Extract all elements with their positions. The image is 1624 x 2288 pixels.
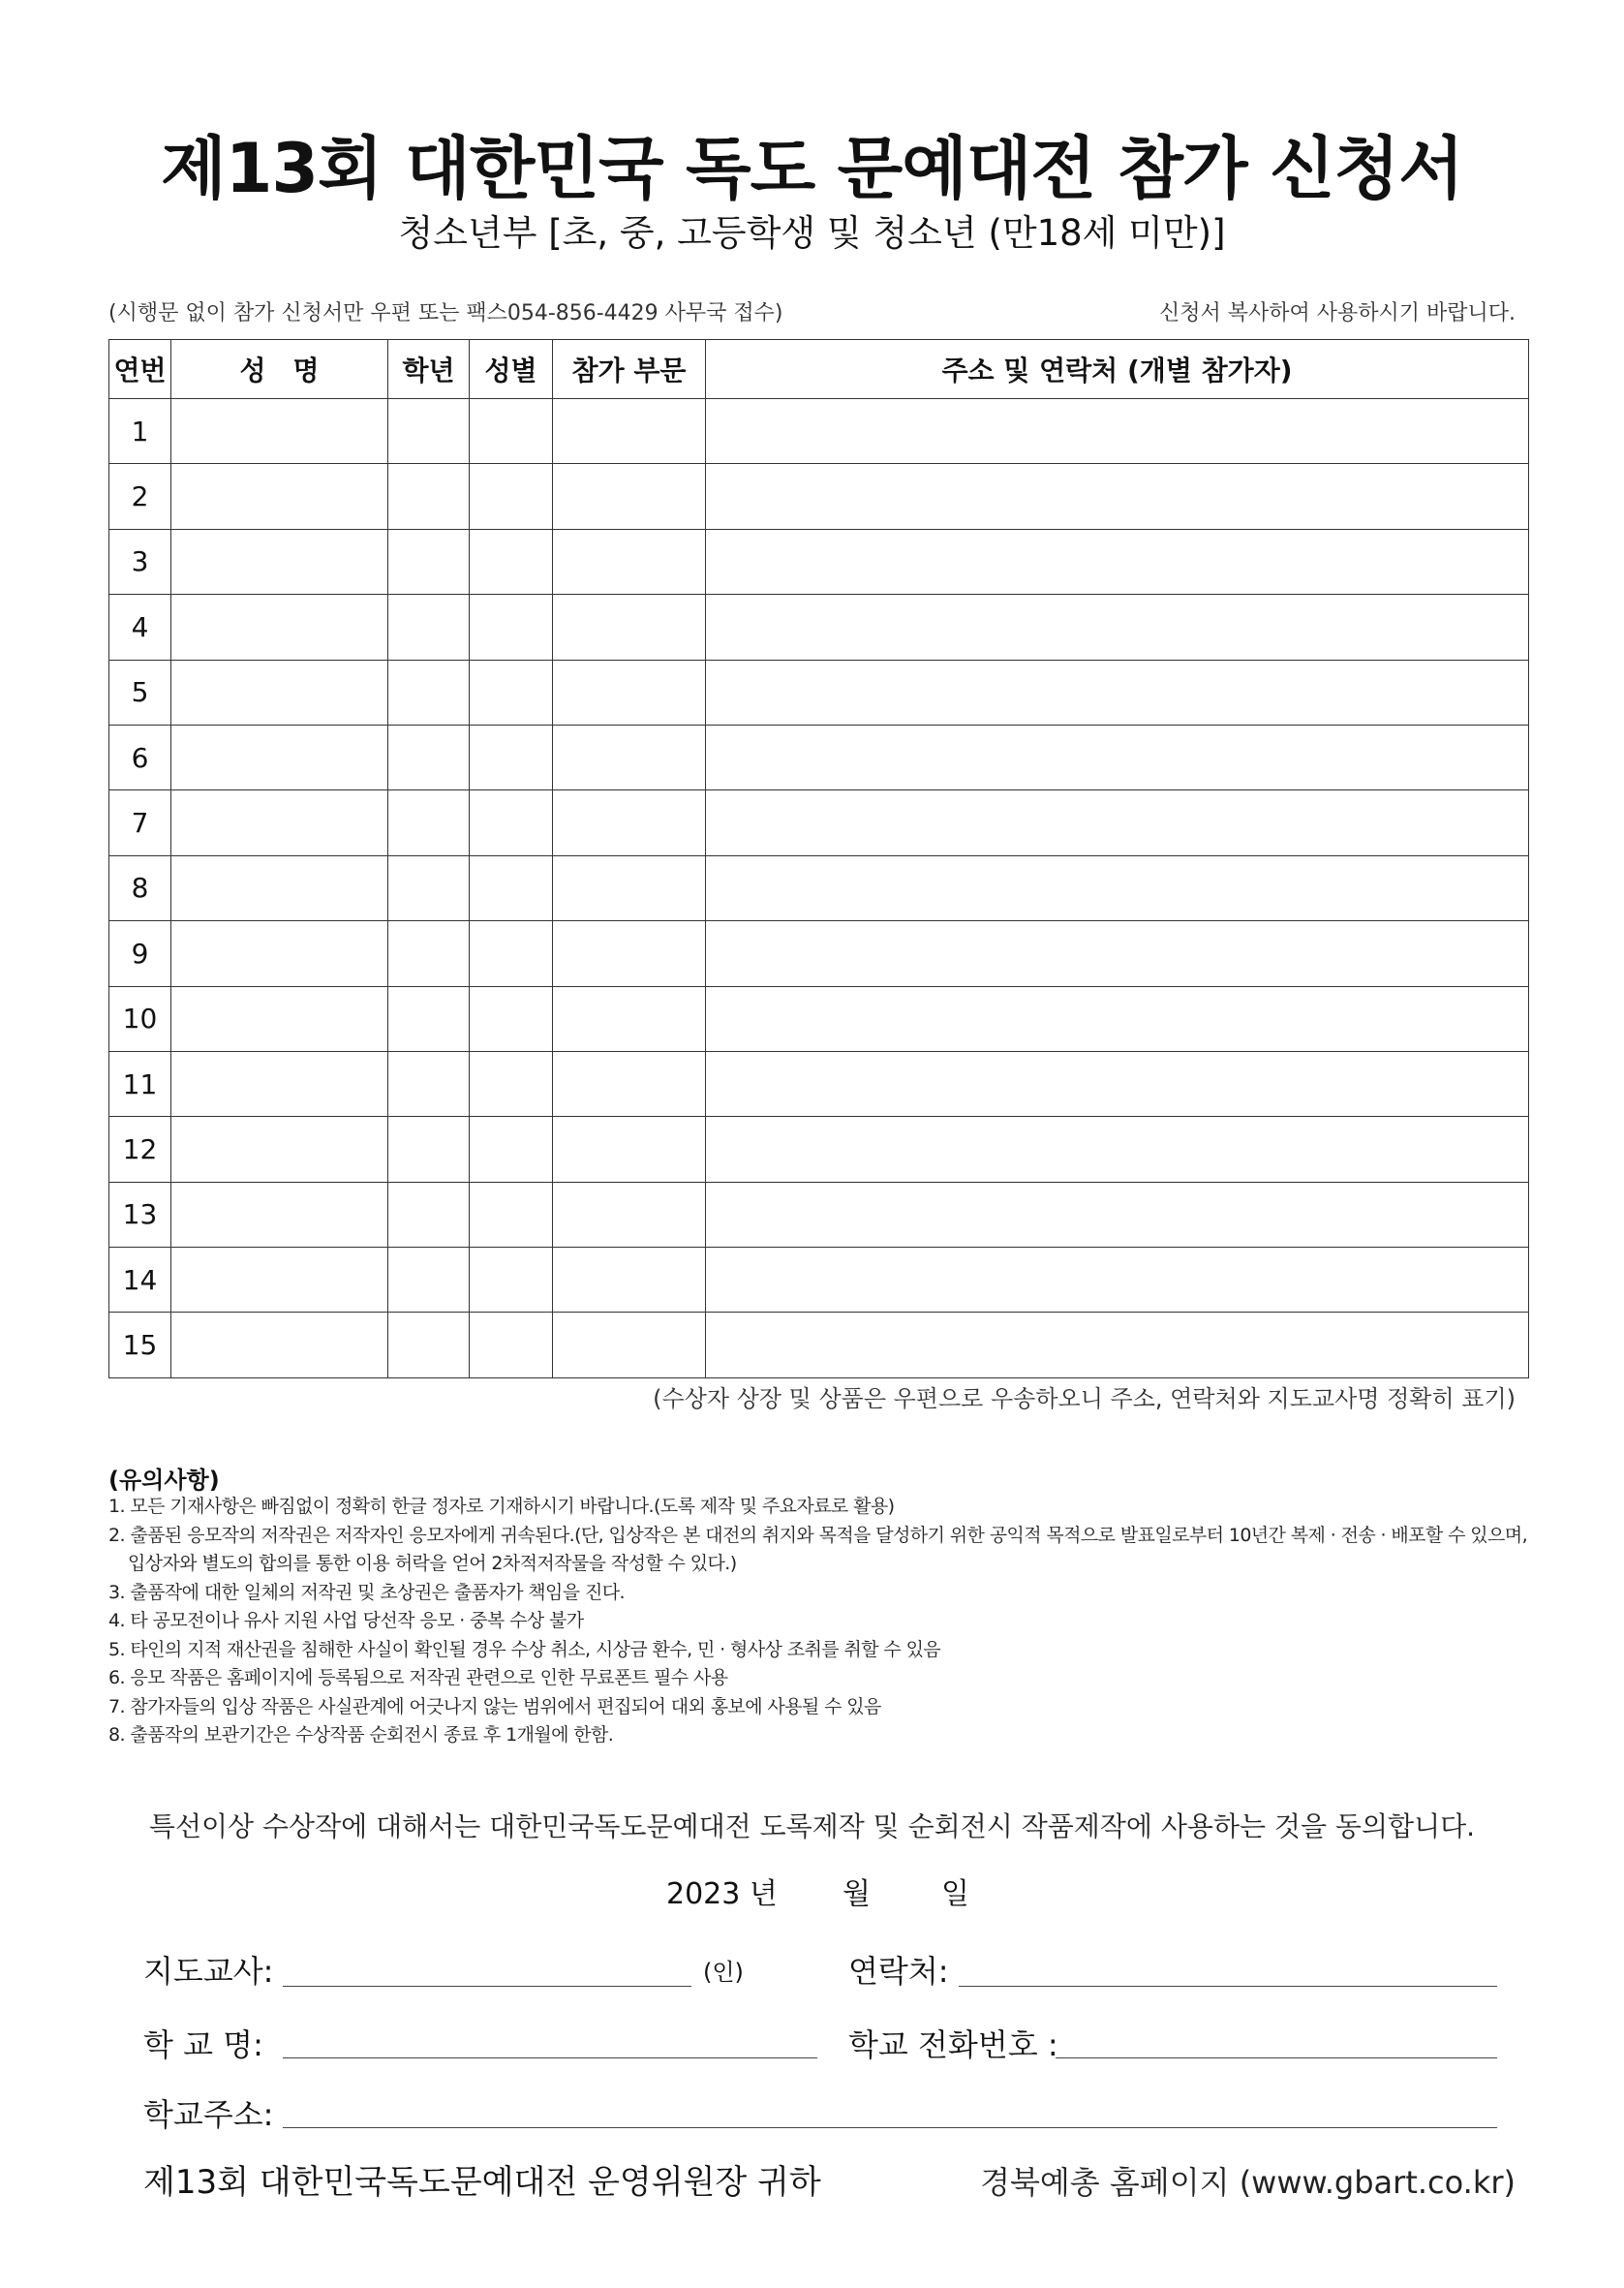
table-row xyxy=(109,725,1529,789)
row-number: 15 xyxy=(109,1313,171,1377)
grade-cell[interactable] xyxy=(388,1248,470,1313)
address-contact-cell[interactable] xyxy=(706,1182,1529,1247)
submission-note: (시행문 없이 참가 신청서만 우편 또는 팩스054-856-4429 사무국 접수) xyxy=(108,301,783,325)
school-phone-field[interactable] xyxy=(1056,2057,1497,2058)
address-contact-cell[interactable] xyxy=(706,986,1529,1051)
table-row xyxy=(109,986,1529,1051)
cautions-list xyxy=(108,1493,1532,1750)
school-name-field[interactable] xyxy=(283,2057,817,2058)
caution-item-continued: 입상자와 별도의 합의를 통한 이용 허락을 얻어 2차적저작물을 작성할 수 있다.) xyxy=(128,1553,737,1574)
caution-item: 7. 참가자들의 입상 작품은 사실관계에 어긋나지 않는 범위에서 편집되어 대외 홍보에 사용될 수 있음 xyxy=(108,1695,881,1717)
row-number: 11 xyxy=(109,1051,171,1116)
consent-statement: 특선이상 수상작에 대해서는 대한민국독도문예대전 도록제작 및 순회전시 작품제작에 사용하는 것을 동의합니다. xyxy=(148,1810,1476,1842)
grade-cell[interactable] xyxy=(388,921,470,986)
page-title: 제13회 대한민국 독도 문예대전 참가 신청서 xyxy=(161,129,1463,208)
gender-cell[interactable] xyxy=(470,595,553,660)
row-number: 1 xyxy=(109,399,171,464)
col-header-category: 참가 부문 xyxy=(553,340,706,399)
category-cell[interactable] xyxy=(553,660,706,725)
address-contact-cell[interactable] xyxy=(706,464,1529,529)
name-cell[interactable] xyxy=(171,1182,388,1247)
gender-cell[interactable] xyxy=(470,1182,553,1247)
row-number: 5 xyxy=(109,660,171,725)
category-cell[interactable] xyxy=(553,1117,706,1182)
name-cell[interactable] xyxy=(171,595,388,660)
table-row xyxy=(109,1182,1529,1247)
row-number: 13 xyxy=(109,1182,171,1247)
name-cell[interactable] xyxy=(171,660,388,725)
col-header-gender: 성별 xyxy=(470,340,553,399)
gender-cell[interactable] xyxy=(470,464,553,529)
grade-cell[interactable] xyxy=(388,660,470,725)
col-header-name: 성 명 xyxy=(171,340,388,399)
gender-cell[interactable] xyxy=(470,1051,553,1116)
grade-cell[interactable] xyxy=(388,529,470,594)
category-cell[interactable] xyxy=(553,921,706,986)
homepage-link[interactable]: 경북예총 홈페이지 (www.gbart.co.kr) xyxy=(980,2164,1516,2201)
table-row xyxy=(109,660,1529,725)
name-cell[interactable] xyxy=(171,529,388,594)
table-row xyxy=(109,464,1529,529)
category-cell[interactable] xyxy=(553,855,706,920)
address-contact-cell[interactable] xyxy=(706,1051,1529,1116)
gender-cell[interactable] xyxy=(470,1313,553,1377)
gender-cell[interactable] xyxy=(470,529,553,594)
grade-cell[interactable] xyxy=(388,855,470,920)
page-subtitle: 청소년부 [초, 중, 고등학생 및 청소년 (만18세 미만)] xyxy=(398,212,1226,254)
grade-cell[interactable] xyxy=(388,725,470,789)
copy-note: 신청서 복사하여 사용하시기 바랍니다. xyxy=(1158,301,1516,325)
category-cell[interactable] xyxy=(553,1248,706,1313)
name-cell[interactable] xyxy=(171,1313,388,1377)
category-cell[interactable] xyxy=(553,464,706,529)
school-phone-label: 학교 전화번호 : xyxy=(848,2026,1058,2063)
row-number: 9 xyxy=(109,921,171,986)
gender-cell[interactable] xyxy=(470,399,553,464)
name-cell[interactable] xyxy=(171,921,388,986)
caution-item: 6. 응모 작품은 홈페이지에 등록됨으로 저작권 관련으로 인한 무료폰트 필수 사용 xyxy=(108,1667,728,1688)
row-number: 3 xyxy=(109,529,171,594)
address-contact-cell[interactable] xyxy=(706,595,1529,660)
caution-item: 2. 출품된 응모작의 저작권은 저작자인 응모자에게 귀속된다.(단, 입상작은 본 대전의 취지와 목적을 달성하기 위한 공익적 목적으로 발표일로부터 10년간 복제 · 전송 · 배포할 수 있으며, xyxy=(108,1524,1528,1546)
row-number: 12 xyxy=(109,1117,171,1182)
caution-item: 3. 출품작에 대한 일체의 저작권 및 초상권은 출품자가 책임을 진다. xyxy=(108,1581,625,1603)
category-cell[interactable] xyxy=(553,725,706,789)
cautions-title: (유의사항) xyxy=(108,1467,220,1494)
gender-cell[interactable] xyxy=(470,855,553,920)
table-row xyxy=(109,1117,1529,1182)
table-row xyxy=(109,595,1529,660)
category-cell[interactable] xyxy=(553,529,706,594)
address-contact-cell[interactable] xyxy=(706,921,1529,986)
grade-cell[interactable] xyxy=(388,399,470,464)
row-number: 10 xyxy=(109,986,171,1051)
caution-item: 5. 타인의 지적 재산권을 침해한 사실이 확인될 경우 수상 취소, 시상금 환수, 민 · 형사상 조취를 취할 수 있음 xyxy=(108,1638,941,1660)
address-contact-cell[interactable] xyxy=(706,1248,1529,1313)
address-contact-cell[interactable] xyxy=(706,725,1529,789)
grade-cell[interactable] xyxy=(388,1117,470,1182)
table-row xyxy=(109,1313,1529,1377)
row-number: 14 xyxy=(109,1248,171,1313)
gender-cell[interactable] xyxy=(470,986,553,1051)
address-contact-cell[interactable] xyxy=(706,399,1529,464)
col-header-address-contact: 주소 및 연락처 (개별 참가자) xyxy=(706,340,1529,399)
category-cell[interactable] xyxy=(553,595,706,660)
gender-cell[interactable] xyxy=(470,725,553,789)
table-row xyxy=(109,921,1529,986)
row-number: 2 xyxy=(109,464,171,529)
school-address-label: 학교주소: xyxy=(143,2096,274,2133)
gender-cell[interactable] xyxy=(470,660,553,725)
row-number: 7 xyxy=(109,790,171,855)
date-month: 월 xyxy=(843,1877,871,1911)
table-row xyxy=(109,790,1529,855)
table-row xyxy=(109,529,1529,594)
name-cell[interactable] xyxy=(171,790,388,855)
grade-cell[interactable] xyxy=(388,464,470,529)
name-cell[interactable] xyxy=(171,855,388,920)
row-number: 6 xyxy=(109,725,171,789)
grade-cell[interactable] xyxy=(388,790,470,855)
gender-cell[interactable] xyxy=(470,921,553,986)
grade-cell[interactable] xyxy=(388,595,470,660)
table-row xyxy=(109,399,1529,464)
address-contact-cell[interactable] xyxy=(706,1313,1529,1377)
contact-field[interactable] xyxy=(959,1986,1497,1987)
table-row xyxy=(109,855,1529,920)
row-number: 4 xyxy=(109,595,171,660)
school-name-label: 학 교 명: xyxy=(143,2026,263,2063)
gender-cell[interactable] xyxy=(470,790,553,855)
row-number: 8 xyxy=(109,855,171,920)
name-cell[interactable] xyxy=(171,725,388,789)
date-year: 2023 년 xyxy=(666,1877,778,1911)
table-row xyxy=(109,1248,1529,1313)
address-contact-cell[interactable] xyxy=(706,855,1529,920)
col-header-grade: 학년 xyxy=(388,340,470,399)
grade-cell[interactable] xyxy=(388,1313,470,1377)
category-cell[interactable] xyxy=(553,1051,706,1116)
col-header-number: 연번 xyxy=(109,340,171,399)
caution-item: 4. 타 공모전이나 유사 지원 사업 당선작 응모 · 중복 수상 불가 xyxy=(108,1610,584,1631)
name-cell[interactable] xyxy=(171,1248,388,1313)
address-contact-cell[interactable] xyxy=(706,529,1529,594)
grade-cell[interactable] xyxy=(388,1051,470,1116)
grade-cell[interactable] xyxy=(388,986,470,1051)
school-address-field[interactable] xyxy=(283,2127,1497,2128)
address-contact-cell[interactable] xyxy=(706,1117,1529,1182)
name-cell[interactable] xyxy=(171,464,388,529)
addressee: 제13회 대한민국독도문예대전 운영위원장 귀하 xyxy=(143,2163,821,2202)
table-header-row xyxy=(109,340,1529,399)
caution-item: 8. 출품작의 보관기간은 수상작품 순회전시 종료 후 1개월에 한함. xyxy=(108,1724,614,1746)
category-cell[interactable] xyxy=(553,790,706,855)
prize-delivery-note: (수상자 상장 및 상품은 우편으로 우송하오니 주소, 연락처와 지도교사명 정확히 표기) xyxy=(653,1385,1516,1412)
name-cell[interactable] xyxy=(171,1051,388,1116)
teacher-label: 지도교사: xyxy=(143,1953,274,1990)
category-cell[interactable] xyxy=(553,399,706,464)
category-cell[interactable] xyxy=(553,1313,706,1377)
teacher-field[interactable] xyxy=(283,1986,691,1987)
contact-label: 연락처: xyxy=(848,1953,949,1990)
name-cell[interactable] xyxy=(171,986,388,1051)
caution-item: 1. 모든 기재사항은 빠짐없이 정확히 한글 정자로 기재하시기 바랍니다.(도록 제작 및 주요자료로 활용) xyxy=(108,1496,895,1517)
category-cell[interactable] xyxy=(553,986,706,1051)
address-contact-cell[interactable] xyxy=(706,790,1529,855)
name-cell[interactable] xyxy=(171,1117,388,1182)
gender-cell[interactable] xyxy=(470,1117,553,1182)
grade-cell[interactable] xyxy=(388,1182,470,1247)
category-cell[interactable] xyxy=(553,1182,706,1247)
address-contact-cell[interactable] xyxy=(706,660,1529,725)
date-day: 일 xyxy=(941,1877,969,1911)
participant-table xyxy=(108,339,1529,1378)
gender-cell[interactable] xyxy=(470,1248,553,1313)
seal-mark: (인) xyxy=(703,1959,744,1986)
name-cell[interactable] xyxy=(171,399,388,464)
table-row xyxy=(109,1051,1529,1116)
